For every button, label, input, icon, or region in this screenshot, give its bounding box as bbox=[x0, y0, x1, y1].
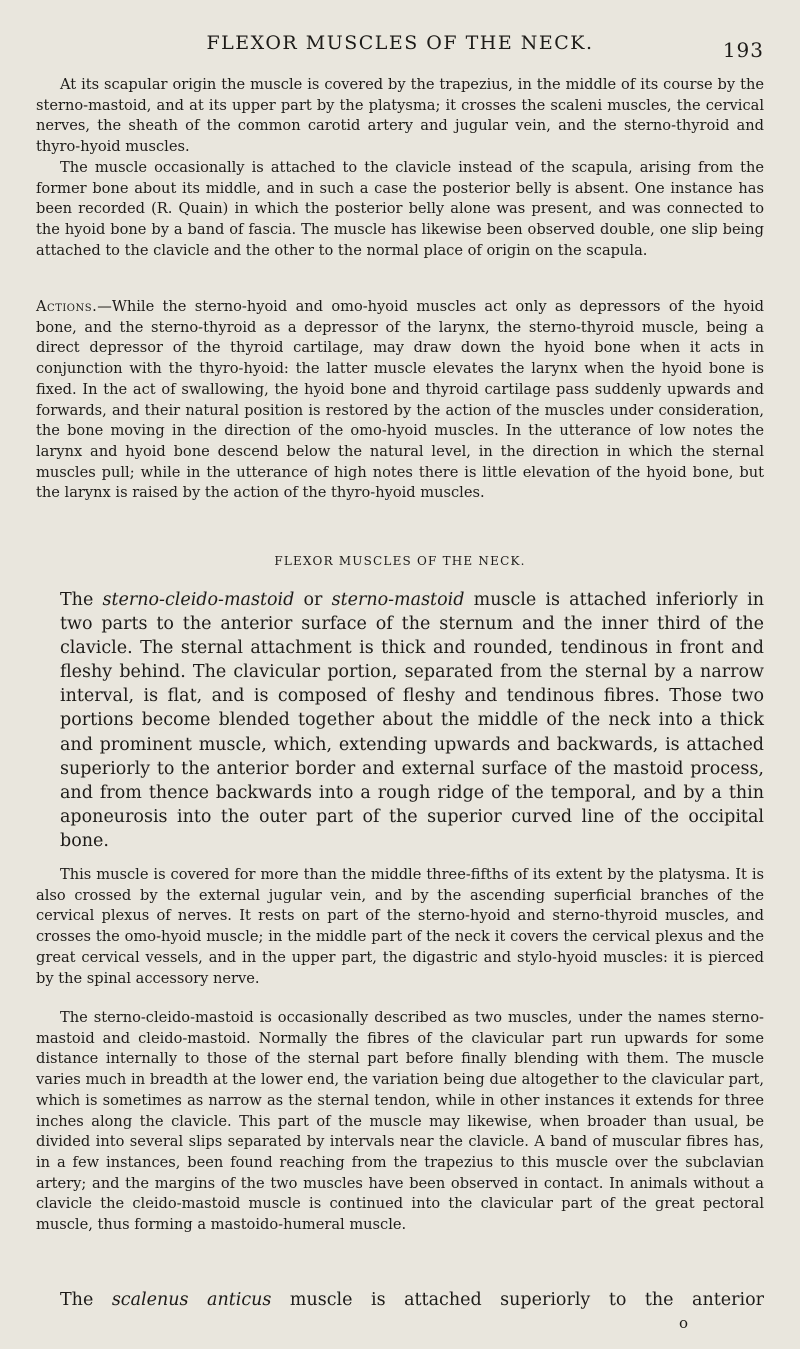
sterno-lead: The bbox=[60, 590, 103, 610]
sterno-mastoid-paragraph bbox=[60, 588, 764, 853]
term-sterno-cleido-mastoid: sterno-cleido-mastoid bbox=[102, 590, 295, 610]
scalenus-line bbox=[60, 1288, 764, 1312]
scalenus-lead: The bbox=[60, 1290, 112, 1310]
actions-paragraph bbox=[36, 297, 764, 504]
term-scalenus-anticus: scalenus anticus bbox=[111, 1290, 272, 1310]
scalenus-rest: muscle is attached superiorly to the anterior bbox=[271, 1290, 765, 1310]
running-title: FLEXOR MUSCLES OF THE NECK. bbox=[206, 32, 594, 54]
intro-paragraph-1: At its scapular origin the muscle is covered by the trapezius, in the middle of its course by the sterno-mastoid, and at its upper part by the platysma; it crosses the scaleni muscles, the cervical nerves, the sheath of the common carotid artery and jugular vein, and the sterno-thyroid and thyro-hyoid muscles. bbox=[36, 76, 764, 156]
sterno-mid: or bbox=[294, 590, 332, 610]
page-number: 193 bbox=[722, 38, 764, 62]
page-header bbox=[0, 30, 800, 60]
sterno-rest: muscle is attached inferiorly in two parts to the anterior surface of the sternum and the inner third of the clavicle. The sternal attachment is thick and rounded, tendinous in front and fleshy behind. The clavicular portion, separated from the sternal by a narrow interval, is flat, and is composed of fleshy and tendinous fibres. Those two portions become blended together about the middle of the neck into a thick and prominent muscle, which, extending upwards and backwards, is attached superiorly to the anterior border and external surface of the mastoid process, and from thence backwards into a rough ridge of the temporal, and by a thin aponeurosis into the outer part of the superior curved line of the occipital bone. bbox=[60, 590, 764, 851]
signature-mark: o bbox=[678, 1314, 688, 1332]
relations-paragraph-1: This muscle is covered for more than the middle three-fifths of its extent by the platysma. It is also crossed by the external jugular vein, and by the ascending superficial branches of the cervical plexus of nerves. It rests on part of the sterno-hyoid and sterno-thyroid muscles, and crosses the omo-hyoid muscle; in the middle part of the neck it covers the cervical plexus and the great cervical vessels, and in the upper part, the digastric and stylo-hyoid muscles: it is pierced by the spinal accessory nerve. bbox=[36, 866, 764, 987]
actions-heading: Actions. bbox=[36, 298, 98, 315]
section-title: FLEXOR MUSCLES OF THE NECK. bbox=[274, 554, 526, 568]
intro-paragraph-2: The muscle occasionally is attached to the clavicle instead of the scapula, arising from the former bone about its middle, and in such a case the posterior belly is absent. One instance has been recorded (R. Quain) in which the posterior belly alone was present, and was connected to the hyoid bone by a band of fascia. The muscle has likewise been observed double, one slip being attached to the clavicle and the other to the normal place of origin on the scapula. bbox=[36, 159, 764, 259]
term-sterno-mastoid: sterno-mastoid bbox=[331, 590, 465, 610]
relations-paragraph-2: The sterno-cleido-mastoid is occasionally described as two muscles, under the names sterno-mastoid and cleido-mastoid. Normally the fibres of the clavicular part run upwards for some distance internally to those of the sternal part before finally blending with them. The muscle varies much in breadth at the lower end, the variation being due altogether to the clavicular part, which is sometimes as narrow as the sternal tendon, while in other instances it extends for three inches along the clavicle. This part of the muscle may likewise, when broader than usual, be divided into several slips separated by intervals near the clavicle. A band of muscular fibres has, in a few instances, been found reaching from the trapezius to this muscle over the subclavian artery; and the margins of the two muscles have been observed in contact. In animals without a clavicle the cleido-mastoid muscle is continued into the clavicular part of the great pectoral muscle, thus forming a mastoido-humeral muscle. bbox=[36, 1009, 764, 1234]
actions-text: —While the sterno-hyoid and omo-hyoid muscles act only as depressors of the hyoid bone, and the sterno-thyroid as a depressor of the larynx, the sterno-thyroid muscle, being a direct depressor of the thyroid cartilage, may draw down the hyoid bone when it acts in conjunction with the thyro-hyoid: the latter muscle elevates the larynx when the hyoid bone is fixed. In the act of swallowing, the hyoid bone and thyroid cartilage pass suddenly upwards and forwards, and their natural position is restored by the action of the muscles under consideration, the bone moving in the direction of the omo-hyoid muscles. In the utterance of low notes the larynx and hyoid bone descend below the natural level, in the direction in which the sternal muscles pull; while in the utterance of high notes there is little elevation of the hyoid bone, but the larynx is raised by the action of the thyro-hyoid muscles. bbox=[36, 298, 764, 502]
